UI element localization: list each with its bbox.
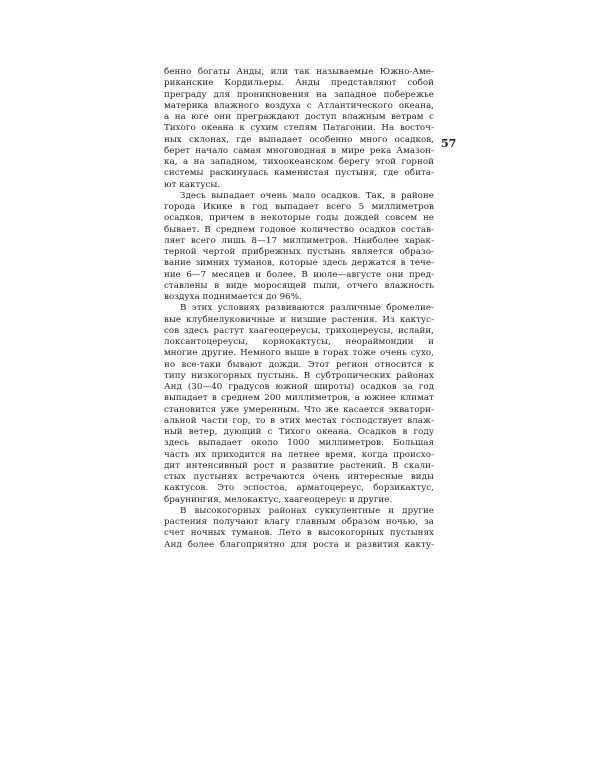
text-line: ют кактусы. (164, 179, 221, 190)
text-line: счет ночных туманов. Лето в высокогорных пустынях (164, 528, 434, 539)
text-line: города Икике в год выпадает всего 5 миллиметров (164, 202, 434, 212)
text-line: альной части гор, то в этих местах господствует влаж- (164, 415, 434, 426)
text-line: часть их приходится на летнее время, когда происхо- (164, 449, 434, 460)
text-line: ние 6—7 месяцев и более. В июле—августе они пред- (164, 269, 434, 280)
text-line: Здесь выпадает очень мало осадков. Так, в районе (180, 190, 434, 201)
text-line: бенно богаты Анды, или так называемые Южно-Аме- (164, 67, 434, 77)
text-line: берет начало самая многоводная в мире река Амазон- (164, 145, 434, 156)
text-line: дит интенсивный рост и развитие растений. В скали- (164, 460, 434, 471)
text-line: преграду для проникновения на западное побережье (164, 89, 434, 100)
text-line: но все-таки бывают дожди. Этот регион относится к (164, 359, 434, 370)
text-line: Тихого океана к сухим степям Патагонии. На восточ- (164, 123, 434, 134)
text-line: Анд более благоприятно для роста и развития какту- (164, 539, 434, 550)
text-line: В высокогорных районах суккулентные и другие (180, 505, 434, 516)
text-line: ный ветер, дующий с Тихого океана. Осадков в году (164, 427, 434, 437)
text-line: многие другие. Немного выше в горах тоже очень сухо, (164, 348, 434, 359)
text-line: становится уже умеренным. Что же касается экватори- (164, 404, 434, 415)
text-line: типу низкогорных пустынь. В субтропических районах (164, 370, 434, 381)
text-line: бывает. В среднем годовое количество осадков состав- (164, 224, 434, 235)
text-line: системы раскинулась каменистая пустыня, где обита- (164, 168, 434, 179)
text-line: локсантоцереусы, корнокактусы, неораймондии и (164, 337, 434, 347)
text-line: стых пустынях встречаются очень интересные виды (164, 472, 434, 482)
text-line: ных склонах, где выпадает особенно много осадков, (164, 134, 434, 145)
text-line: вание зимних туманов, которые здесь держатся в тече- (164, 258, 434, 269)
paragraph (164, 303, 434, 506)
text-line: растения получают влагу главным образом ночью, за (164, 517, 434, 527)
paragraph (164, 67, 434, 191)
text-line: материка влажного воздуха с Атлантического океана, (164, 100, 434, 111)
paragraph (164, 191, 434, 304)
text-line: кактусов. Это эспостоа, арматоцереус, борзикактус, (164, 483, 434, 494)
text-line: ляет всего лишь 8—17 миллиметров. Наиболее харак- (164, 235, 434, 246)
text-line: Анд (30—40 градусов южной широты) осадков за год (164, 382, 434, 392)
text-line: вые клубнелуковичные и низшие растения. Из кактус- (164, 314, 434, 325)
text-line: В этих условиях развиваются различные бромелие- (180, 303, 434, 314)
text-line: ка, а на западном, тихоокеанском берегу этой горной (164, 157, 434, 167)
text-column (164, 67, 434, 551)
page-number: 57 (441, 137, 457, 150)
text-line: осадков, причем в некоторые годы дождей совсем не (164, 213, 434, 224)
text-line: воздуха поднимается до 96%. (164, 292, 302, 302)
text-line: риканские Кордильеры. Анды представляют собой (164, 78, 434, 89)
text-line: ставлены в виде моросящей пыли, отчего влажность (164, 280, 434, 291)
text-line: здесь выпадает около 1000 миллиметров. Большая (164, 438, 434, 449)
text-line: выпадает в среднем 200 миллиметров, а южнее климат (164, 393, 434, 404)
paragraph (164, 506, 434, 551)
text-line: сов здесь растут хаагеоцереусы, трихоцереусы, ислайи, (164, 325, 434, 336)
text-line: терной чертой прибрежных пустынь является образо- (164, 247, 434, 257)
text-line: а на юге они преграждают доступ влажным ветрам с (164, 112, 434, 122)
text-line: браунингия, мелокактус, хаагеоцереус и другие. (164, 494, 393, 505)
